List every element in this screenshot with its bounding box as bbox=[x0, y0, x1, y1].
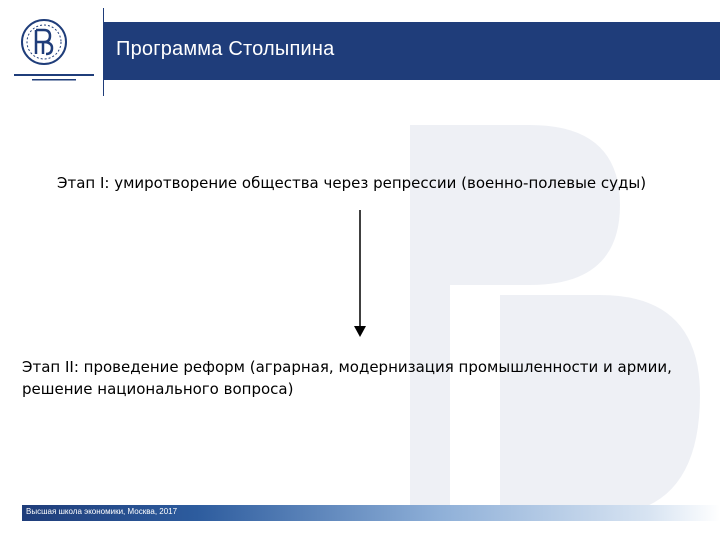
page-title: Программа Столыпина bbox=[116, 38, 335, 60]
footer-text: Высшая школа экономики, Москва, 2017 bbox=[26, 507, 178, 516]
stage-1-text: Этап I: умиротворение общества через репрессии (военно-полевые суды) bbox=[57, 174, 647, 192]
hse-logo-icon bbox=[12, 12, 102, 96]
watermark-logo-icon bbox=[370, 95, 720, 540]
header bbox=[0, 0, 720, 100]
footer-bar bbox=[22, 505, 720, 521]
down-arrow-icon bbox=[350, 210, 370, 338]
title-bar bbox=[104, 22, 720, 80]
stage-2-text: Этап II: проведение реформ (аграрная, модернизация промышленности и армии, решение национального вопроса) bbox=[22, 358, 672, 398]
